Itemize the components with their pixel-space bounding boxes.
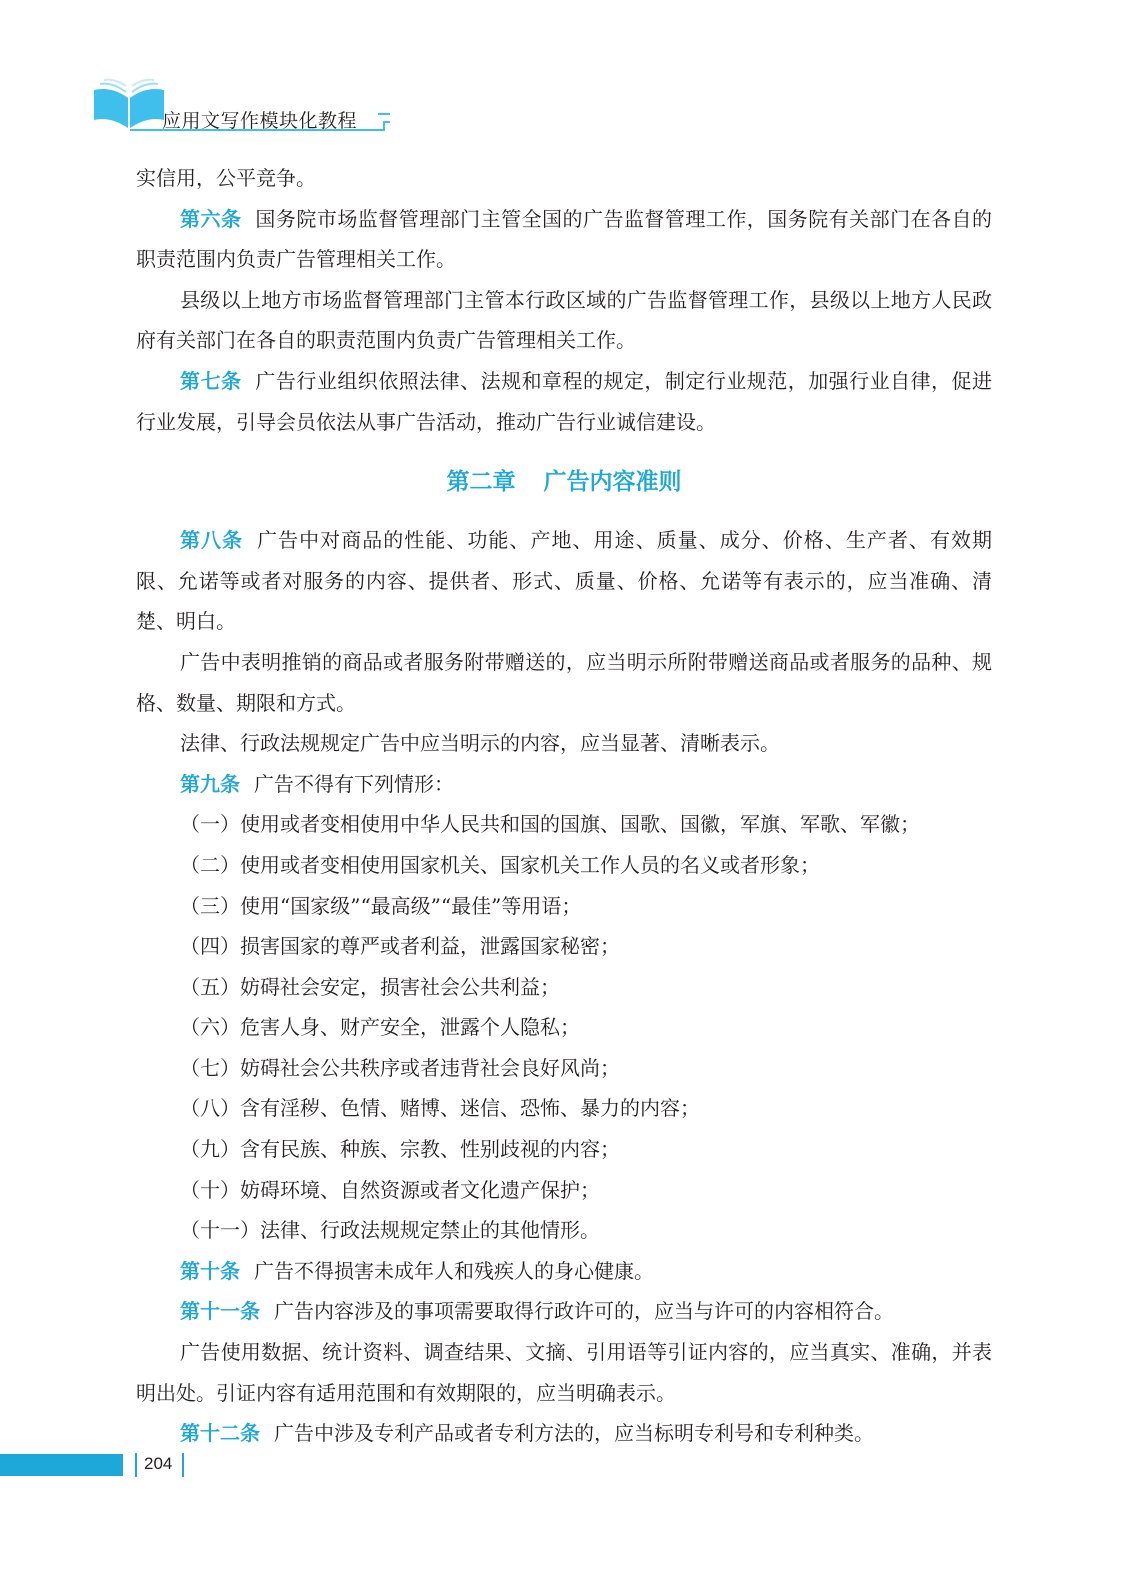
page-number: 204: [144, 1454, 173, 1473]
article-text: 广告中涉及专利产品或者专利方法的，应当标明专利号和专利种类。: [274, 1421, 874, 1446]
list-item: （十）妨碍环境、自然资源或者文化遗产保护；: [180, 1177, 600, 1202]
list-item: （四）损害国家的尊严或者利益，泄露国家秘密；: [180, 934, 620, 959]
article-text: 广告中对商品的性能、功能、产地、用途、质量、成分、价格、生产者、有效期限、允诺等或者对服务的内容、提供者、形式、质量、价格、允诺等有表示的，应当准确、清楚、明白。: [136, 528, 993, 634]
article-label: 第十条: [180, 1258, 240, 1283]
list-item: （六）危害人身、财产安全，泄露个人隐私；: [180, 1015, 580, 1040]
paragraph: 法律、行政法规规定广告中应当明示的内容，应当显著、清晰表示。: [180, 731, 780, 756]
article-text: 广告行业组织依照法律、法规和章程的规定，制定行业规范，加强行业自律，促进行业发展，引导会员依法从事广告活动，推动广告行业诚信建设。: [136, 368, 993, 434]
paragraph: 广告使用数据、统计资料、调查结果、文摘、引用语等引证内容的，应当真实、准确，并表明出处。引证内容有适用范围和有效期限的，应当明确表示。: [136, 1340, 992, 1405]
list-item: （二）使用或者变相使用国家机关、国家机关工作人员的名义或者形象；: [180, 852, 820, 877]
article-label: 第十二条: [180, 1421, 260, 1446]
paragraph: 实信用，公平竞争。: [136, 166, 316, 190]
article-11: [136, 1291, 992, 1332]
document-body: [136, 158, 992, 1454]
chapter-title: 广告内容准则: [543, 469, 682, 496]
list-item: （五）妨碍社会安定，损害社会公共利益；: [180, 974, 560, 999]
article-label: 第九条: [180, 771, 240, 796]
paragraph: 广告中表明推销的商品或者服务附带赠送的，应当明示所附带赠送商品或者服务的品种、规格、数量、期限和方式。: [136, 649, 992, 715]
article-text: 广告不得损害未成年人和残疾人的身心健康。: [254, 1258, 654, 1283]
running-header: [90, 76, 400, 136]
footer-accent-bar: [0, 1454, 123, 1476]
article-text: 国务院市场监督管理部门主管全国的广告监督管理工作，国务院有关部门在各自的职责范围内负责广告管理相关工作。: [136, 206, 993, 272]
article-text: 广告不得有下列情形：: [254, 771, 454, 796]
list-item: （八）含有淫秽、色情、赌博、迷信、恐怖、暴力的内容；: [180, 1096, 700, 1121]
list-item: （一）使用或者变相使用中华人民共和国的国旗、国歌、国徽，军旗、军歌、军徽；: [180, 812, 920, 837]
chapter-heading: [136, 462, 992, 502]
footer-divider-right: [182, 1453, 184, 1477]
article-label: 第十一条: [180, 1299, 260, 1324]
paragraph: 县级以上地方市场监督管理部门主管本行政区域的广告监督管理工作，县级以上地方人民政府有关部门在各自的职责范围内负责广告管理相关工作。: [136, 287, 992, 353]
article-8: [136, 520, 992, 642]
article-6: [136, 199, 992, 280]
chapter-number: 第二章: [446, 469, 516, 496]
article-label: 第六条: [180, 206, 242, 231]
article-9: [136, 764, 992, 805]
footer-divider-left: [135, 1453, 137, 1477]
book-title: 应用文写作模块化教程: [162, 110, 358, 132]
list-item: （三）使用“国家级”“最高级”“最佳”等用语；: [180, 893, 582, 918]
list-item: （九）含有民族、种族、宗教、性别歧视的内容；: [180, 1137, 620, 1162]
article-12: [136, 1413, 992, 1454]
article-text: 广告内容涉及的事项需要取得行政许可的，应当与许可的内容相符合。: [274, 1299, 894, 1324]
article-label: 第八条: [180, 528, 244, 553]
list-item: （十一）法律、行政法规规定禁止的其他情形。: [180, 1218, 600, 1243]
article-10: [136, 1251, 992, 1292]
article-7: [136, 361, 992, 442]
list-item: （七）妨碍社会公共秩序或者违背社会良好风尚；: [180, 1055, 620, 1080]
article-label: 第七条: [180, 368, 242, 393]
